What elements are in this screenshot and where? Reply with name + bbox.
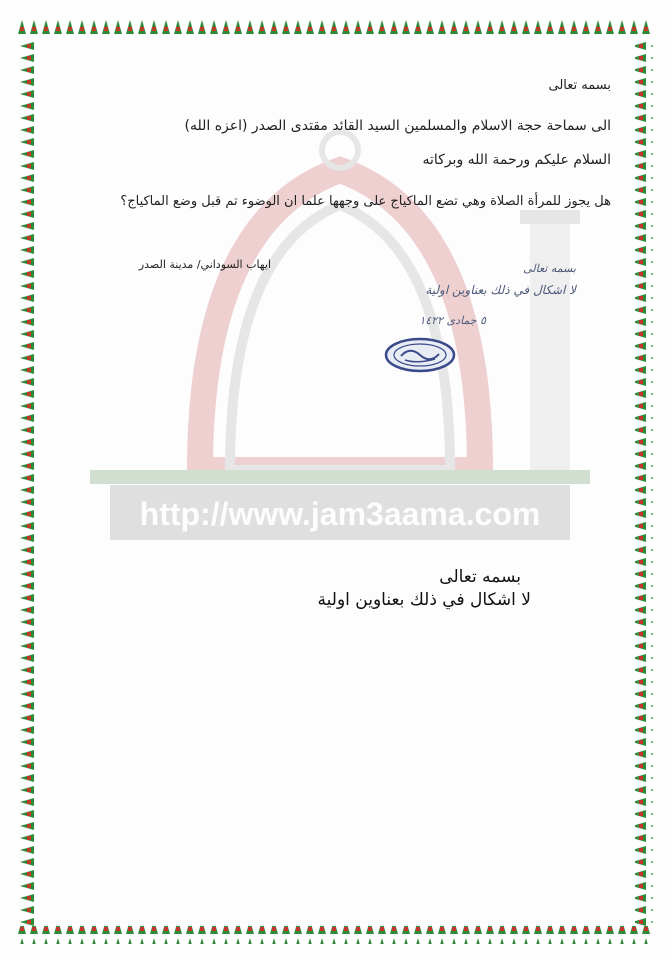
question-heading: بسمه تعالى <box>548 78 611 93</box>
office-seal-stamp <box>383 336 457 374</box>
site-logo-watermark <box>80 110 600 550</box>
handwritten-heading: بسمه تعالى <box>523 262 576 275</box>
handwritten-reply: لا اشكال في ذلك بعناوين اولية <box>425 283 576 297</box>
question-signature: ايهاب السوداني/ مدينة الصدر <box>138 258 271 271</box>
question-body: هل يجوز للمرأة الصلاة وهي تضع الماكياج على وجهها علما ان الوضوء تم قبل وضع الماكياج؟ <box>120 194 611 209</box>
answer-heading: بسمه تعالى <box>439 567 521 587</box>
answer-body: لا اشكال في ذلك بعناوين اولية <box>317 590 531 610</box>
watermark-url: http://www.jam3aama.com <box>139 496 541 532</box>
handwritten-date: ٥ جمادى ١٤٢٢ <box>419 314 486 327</box>
question-greeting: السلام عليكم ورحمة الله وبركاته <box>422 152 611 168</box>
question-addressee: الى سماحة حجة الاسلام والمسلمين السيد القائد مقتدى الصدر (اعزه الله) <box>184 118 611 134</box>
